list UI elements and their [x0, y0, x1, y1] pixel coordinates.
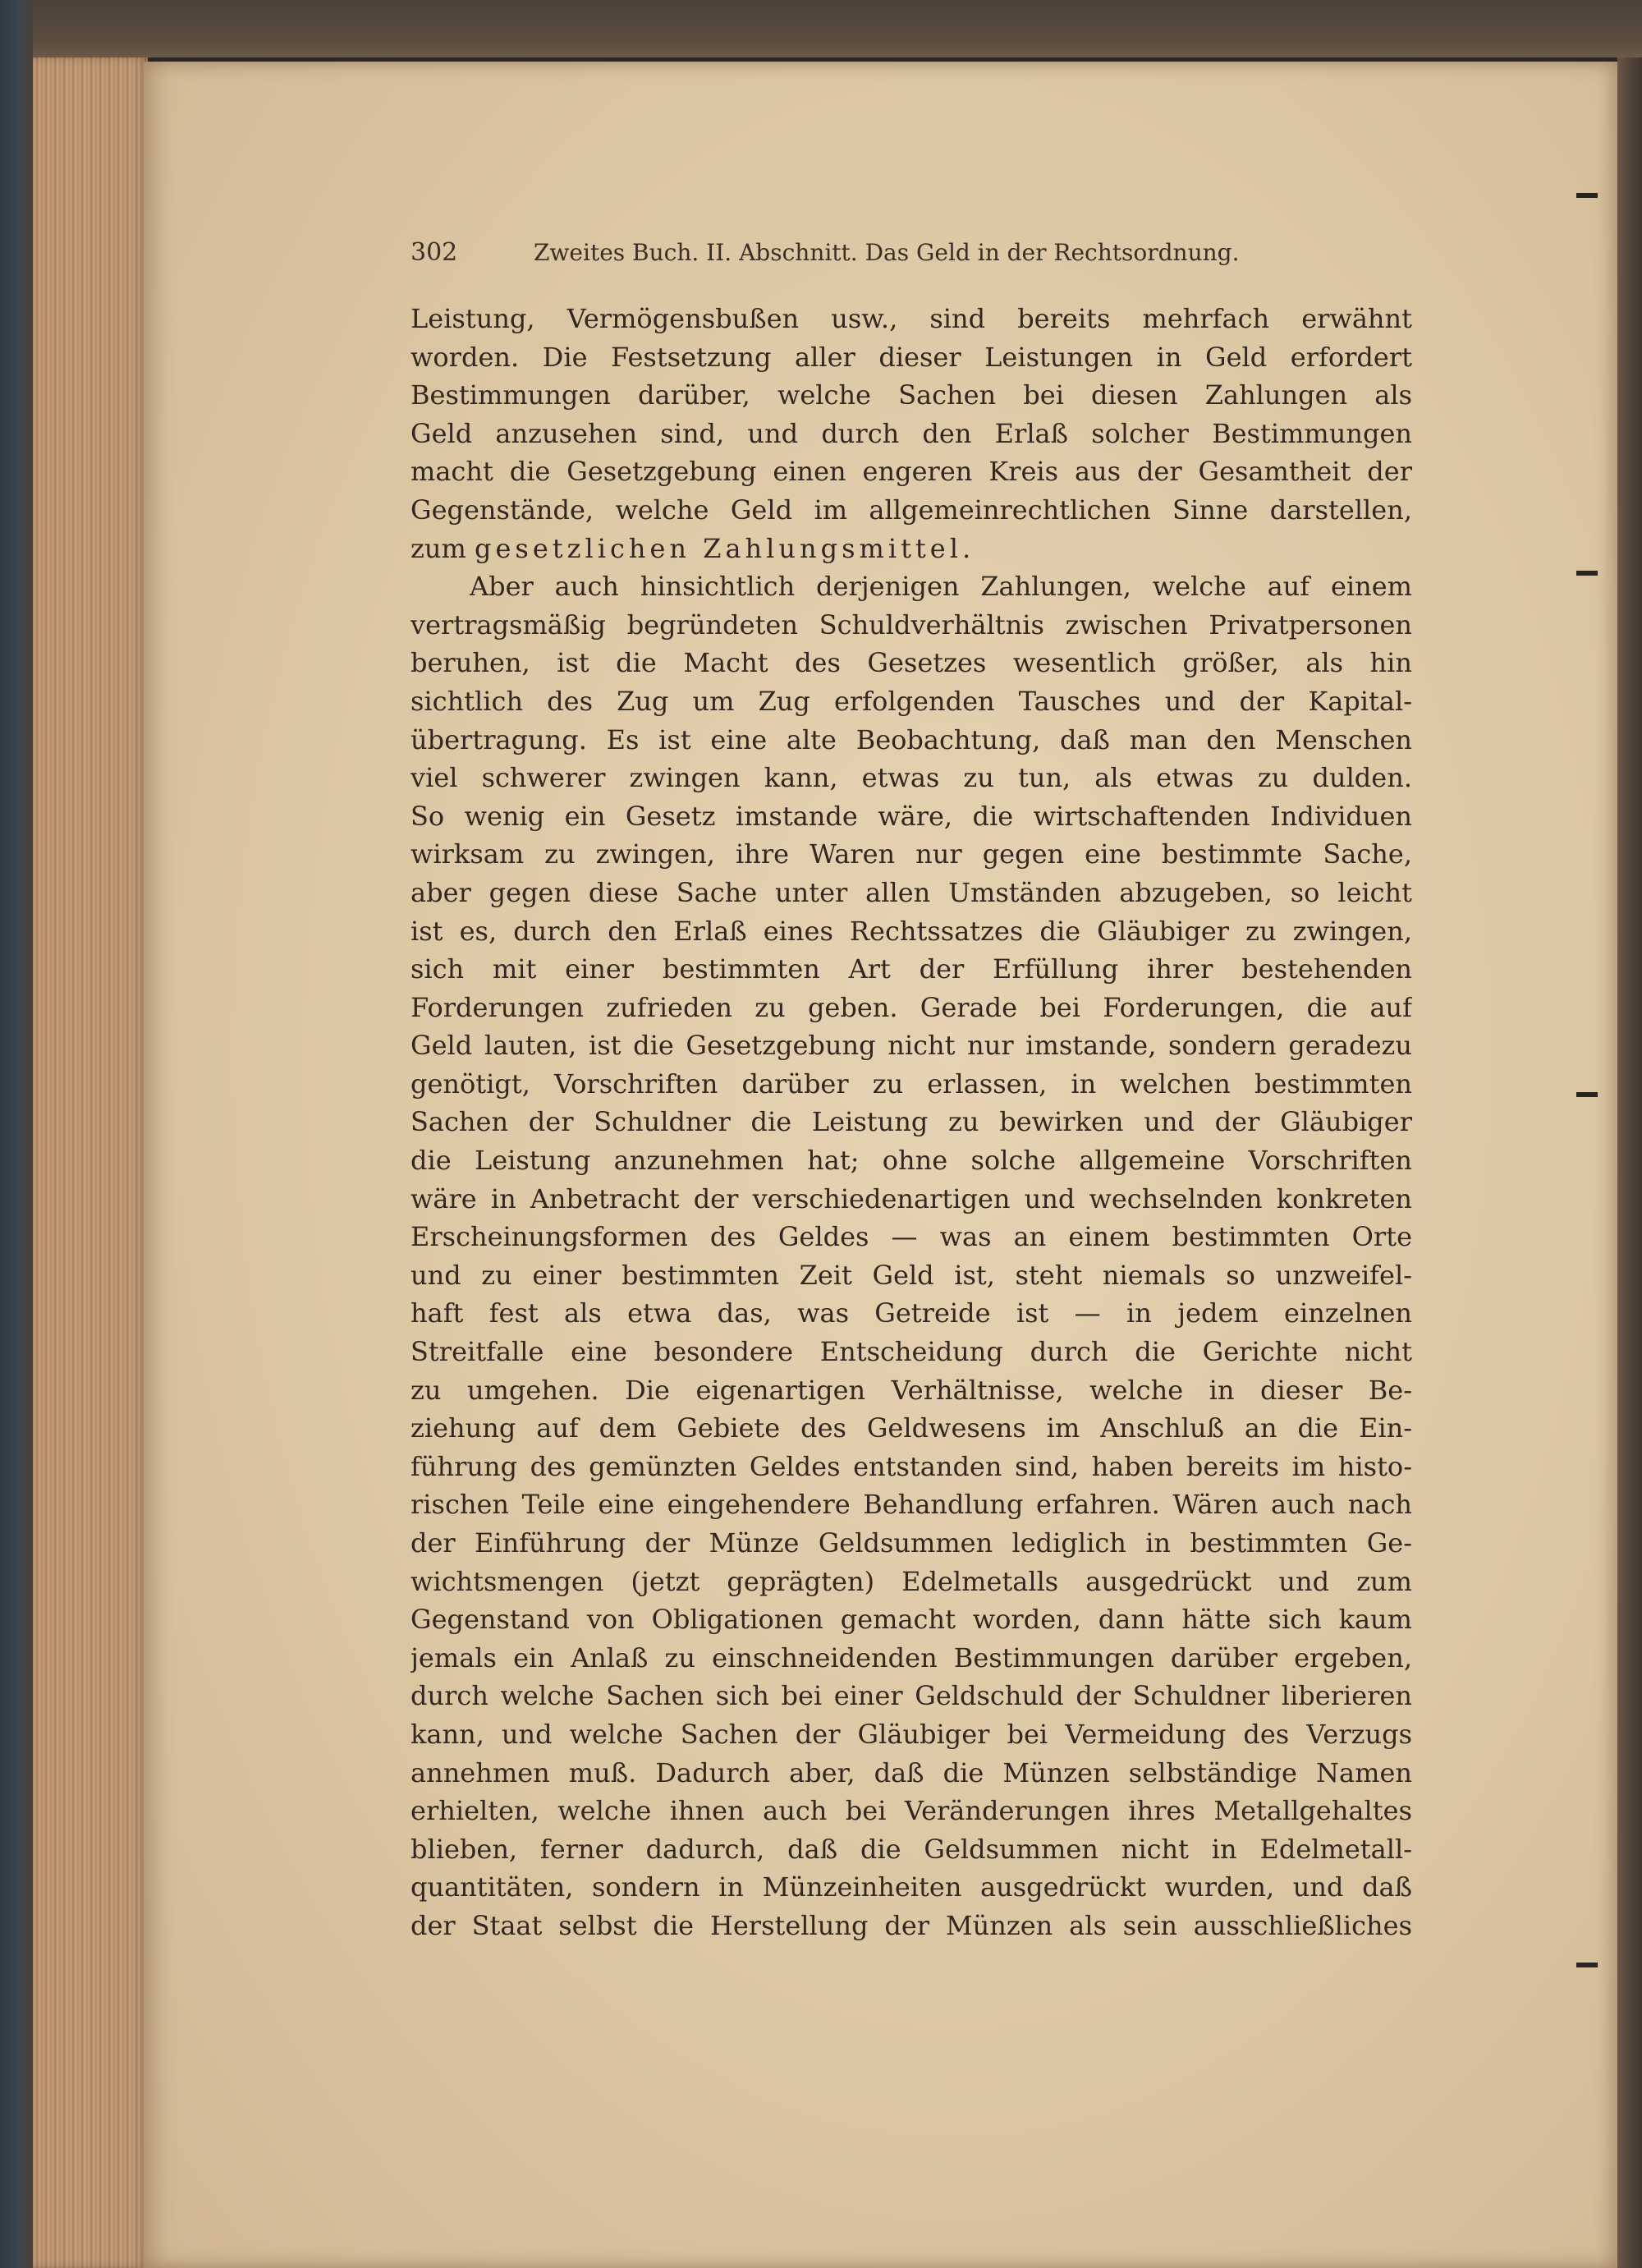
- text-line: wirksam zu zwingen, ihre Waren nur gegen eine bestimmte Sache,: [410, 838, 1412, 870]
- running-title: Zweites Buch. II. Abschnitt. Das Geld in der Rechtsordnung.: [534, 239, 1240, 266]
- text-line: der Staat selbst die Herstellung der Münzen als sein ausschließliches: [410, 1909, 1412, 1941]
- binding-stitch-mark: [1576, 1963, 1598, 1967]
- line-suffix: .: [961, 532, 971, 564]
- text-line: zu umgehen. Die eigenartigen Verhältnisse, welche in dieser Be-: [410, 1374, 1412, 1406]
- binding-stitch-mark: [1576, 571, 1598, 576]
- text-line: Gegenstände, welche Geld im allgemeinrechtlichen Sinne darstellen,: [410, 494, 1412, 526]
- text-line: erhielten, welche ihnen auch bei Veränderungen ihres Metallgehaltes: [410, 1795, 1412, 1827]
- text-line: wäre in Anbetracht der verschiedenartigen und wechselnden konkreten: [410, 1182, 1412, 1214]
- line-prefix: zum: [410, 532, 475, 564]
- text-line: ziehung auf dem Gebiete des Geldwesens im Anschluß an die Ein-: [410, 1412, 1412, 1444]
- text-line: Erscheinungsformen des Geldes — was an einem bestimmten Orte: [410, 1221, 1412, 1253]
- text-line: quantitäten, sondern in Münzeinheiten ausgedrückt wurden, und daß: [410, 1871, 1412, 1903]
- text-line: viel schwerer zwingen kann, etwas zu tun, als etwas zu dulden.: [410, 762, 1412, 794]
- text-line: genötigt, Vorschriften darüber zu erlassen, in welchen bestimmten: [410, 1067, 1412, 1100]
- text-line: rischen Teile eine eingehendere Behandlung erfahren. Wären auch nach: [410, 1489, 1412, 1521]
- text-line: sich mit einer bestimmten Art der Erfüllung ihrer bestehenden: [410, 953, 1412, 985]
- text-line-last: [410, 530, 1412, 568]
- text-line-indented: Aber auch hinsichtlich derjenigen Zahlungen, welche auf einem: [470, 571, 1412, 603]
- text-line: wichtsmengen (jetzt geprägten) Edelmetalls ausgedrückt und zum: [410, 1565, 1412, 1597]
- spaced-emphasis: gesetzlichen Zahlungsmittel: [474, 532, 962, 564]
- text-line: Geld anzusehen sind, und durch den Erlaß solcher Bestimmungen: [410, 417, 1412, 449]
- text-line: und zu einer bestimmten Zeit Geld ist, steht niemals so unzweifel-: [410, 1259, 1412, 1291]
- text-line: So wenig ein Gesetz imstande wäre, die wirtschaftenden Individuen: [410, 800, 1412, 832]
- text-line: sichtlich des Zug um Zug erfolgenden Tausches und der Kapital-: [410, 685, 1412, 717]
- text-line: annehmen muß. Dadurch aber, daß die Münzen selbständige Namen: [410, 1756, 1412, 1788]
- text-line: führung des gemünzten Geldes entstanden sind, haben bereits im histo-: [410, 1450, 1412, 1482]
- text-line: Geld lauten, ist die Gesetzgebung nicht nur imstande, sondern geradezu: [410, 1030, 1412, 1062]
- binding-stitch-mark: [1576, 193, 1598, 198]
- page-number: 302: [410, 238, 458, 267]
- text-line: Gegenstand von Obligationen gemacht worden, dann hätte sich kaum: [410, 1604, 1412, 1636]
- text-line: der Einführung der Münze Geldsummen lediglich in bestimmten Ge-: [410, 1527, 1412, 1559]
- running-header: [410, 238, 1412, 267]
- text-line: worden. Die Festsetzung aller dieser Leistungen in Geld erfordert: [410, 341, 1412, 373]
- text-line: blieben, ferner dadurch, daß die Geldsummen nicht in Edelmetall-: [410, 1833, 1412, 1865]
- text-line: jemals ein Anlaß zu einschneidenden Bestimmungen darüber ergeben,: [410, 1641, 1412, 1673]
- book-cover-spine: [0, 0, 33, 2268]
- book-cover-top-edge: [0, 0, 1642, 57]
- text-line: durch welche Sachen sich bei einer Geldschuld der Schuldner liberieren: [410, 1680, 1412, 1712]
- text-line: die Leistung anzunehmen hat; ohne solche allgemeine Vorschriften: [410, 1145, 1412, 1177]
- text-line: Sachen der Schuldner die Leistung zu bewirken und der Gläubiger: [410, 1106, 1412, 1138]
- text-line: kann, und welche Sachen der Gläubiger bei Vermeidung des Verzugs: [410, 1718, 1412, 1750]
- text-line: aber gegen diese Sache unter allen Umständen abzugeben, so leicht: [410, 876, 1412, 908]
- text-line: übertragung. Es ist eine alte Beobachtung, daß man den Menschen: [410, 723, 1412, 755]
- text-line: macht die Gesetzgebung einen engeren Kreis aus der Gesamtheit der: [410, 456, 1412, 488]
- text-line: ist es, durch den Erlaß eines Rechtssatzes die Gläubiger zu zwingen,: [410, 915, 1412, 947]
- text-line: haft fest als etwa das, was Getreide ist — in jedem einzelnen: [410, 1297, 1412, 1329]
- text-line: Forderungen zufrieden zu geben. Gerade bei Forderungen, die auf: [410, 991, 1412, 1023]
- text-line: Leistung, Vermögensbußen usw., sind bereits mehrfach erwähnt: [410, 303, 1412, 334]
- text-line: Streitfalle eine besondere Entscheidung durch die Gerichte nicht: [410, 1336, 1412, 1368]
- stacked-page-edges: [33, 57, 148, 2268]
- book-gutter-right: [1617, 57, 1642, 2268]
- text-line: beruhen, ist die Macht des Gesetzes wesentlich größer, als hin: [410, 647, 1412, 679]
- text-line: Bestimmungen darüber, welche Sachen bei diesen Zahlungen als: [410, 379, 1412, 411]
- body-text: [410, 300, 1412, 1945]
- binding-stitch-mark: [1576, 1092, 1598, 1097]
- text-line: vertragsmäßig begründeten Schuldverhältnis zwischen Privatpersonen: [410, 608, 1412, 640]
